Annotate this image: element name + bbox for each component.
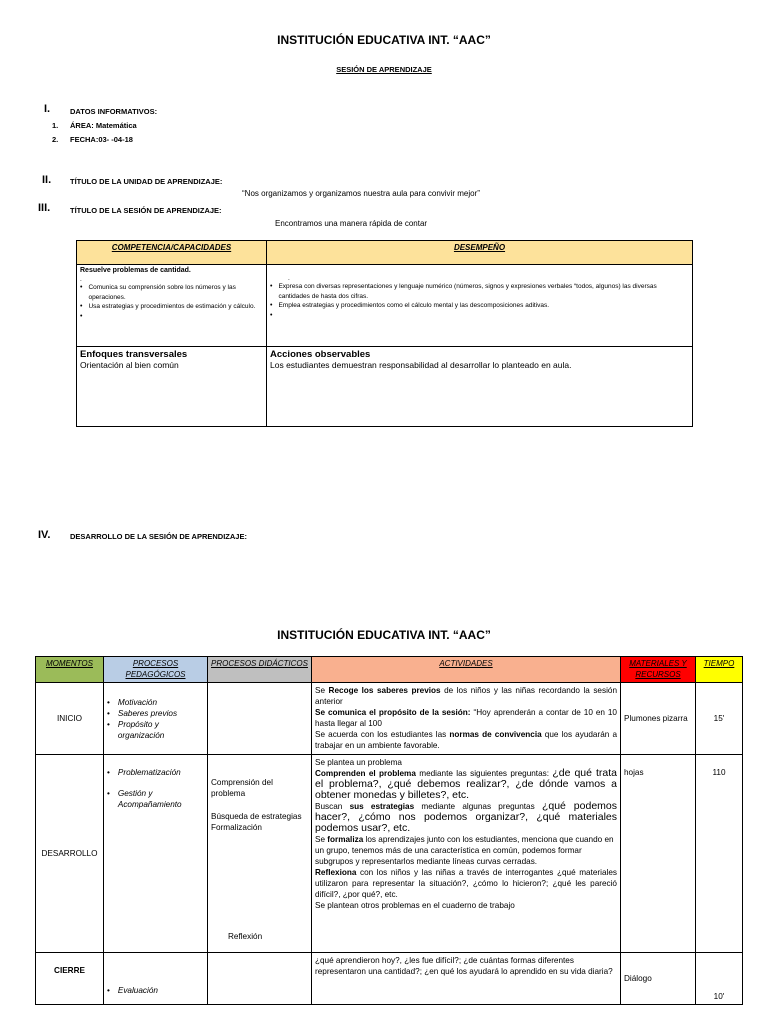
- performance-item: • Expresa con diversas representaciones y lenguaje numérico (números, signos y expresiones verbales “todos, algunos) las diversas cantidades de hasta dos cifras.: [270, 282, 689, 301]
- tiempo-desarrollo: 110: [696, 755, 743, 953]
- row-desarrollo: [36, 755, 743, 953]
- performance-cell: [267, 265, 693, 347]
- performance-item: [270, 311, 689, 321]
- moment-inicio: INICIO: [36, 683, 104, 755]
- didactico-busqueda: Búsqueda de estrategias Formalización: [211, 812, 302, 832]
- actividades-cierre: ¿qué aprendieron hoy?, ¿les fue difícil?; ¿de cuántas formas diferentes representaron una cantidad?; ¿en qué los ayudará lo aprendido en su vida diaria?: [312, 953, 621, 1005]
- section-3-title: TÍTULO DE LA SESIÓN DE APRENDIZAJE:: [70, 206, 222, 215]
- pedagogico-item: • Saberes previos: [107, 708, 204, 719]
- didactico-comprension: Comprensión del problema: [211, 778, 273, 798]
- capacity-item: • Usa estrategias y procedimientos de estimación y cálculo.: [80, 302, 263, 312]
- actions-cell: [267, 347, 693, 427]
- pedagogico-item: • Evaluación: [107, 985, 204, 996]
- session-name: Encontramos una manera rápida de contar: [275, 219, 428, 228]
- section-1-title: DATOS INFORMATIVOS:: [70, 107, 158, 116]
- header-actividades: ACTIVIDADES: [312, 657, 621, 683]
- competency-dot: .: [80, 276, 82, 283]
- performance-header: DESEMPEÑO: [267, 241, 693, 265]
- approach-value: Orientación al bien común: [80, 360, 179, 370]
- session-title: SESIÓN DE APRENDIZAJE: [336, 65, 432, 74]
- pedagogico-item: • Motivación: [107, 697, 204, 708]
- actions-title: Acciones observables: [270, 349, 371, 360]
- materiales-desarrollo: hojas: [621, 755, 696, 953]
- header-materiales: MATERIALES Y RECURSOS: [621, 657, 696, 683]
- tiempo-cierre: 10': [696, 953, 743, 1005]
- approach-cell: [77, 347, 267, 427]
- section-1-item-2-number: 2.: [52, 135, 59, 144]
- didactico-reflexion: Reflexión: [228, 932, 263, 941]
- section-1-item-2: FECHA:03- -04-18: [70, 135, 133, 144]
- section-4-numeral: IV.: [38, 529, 51, 541]
- actividades-desarrollo: Se plantea un problema Comprenden el problema mediante las siguientes preguntas: ¿de qué trata el problema?, ¿qué debemos realizar?, ¿de dónde vamos a obtener monedas y billetes?, etc. Buscan sus estrategias mediante algunas preguntas ¿qué podemos hacer?, ¿cómo nos podemos organizar?, ¿qué materiales podemos usar?, etc. Se formaliza los aprendizajes junto con los estudiantes, menciona que cuando en un grupo, tenemos más de una característica en común, podemos formar subgrupos y representarlos mediante líneas curvas cerradas. Reflexiona con los niños y las niñas a través de interrogantes ¿qué materiales utilizaron para representar la situación?, ¿cómo lo hicieron?; ¿qué les pareció difícil?, ¿por qué?, etc. Se plantean otros problemas en el cuaderno de trabajo: [312, 755, 621, 953]
- pedagogico-item: • Gestión y Acompañamiento: [107, 788, 204, 810]
- capacity-item: • Comunica su comprensión sobre los números y las operaciones.: [80, 283, 263, 302]
- tiempo-inicio: 15': [696, 683, 743, 755]
- materiales-cierre: Diálogo: [621, 953, 696, 1005]
- pedagogicos-cierre: [104, 953, 208, 1005]
- materiales-inicio: Plumones pizarra: [621, 683, 696, 755]
- competency-name: Resuelve problemas de cantidad.: [80, 267, 191, 274]
- section-1-item-1: ÁREA: Matemática: [70, 121, 137, 130]
- row-cierre: [36, 953, 743, 1005]
- section-1-numeral: I.: [44, 103, 51, 115]
- row-inicio: [36, 683, 743, 755]
- didacticos-desarrollo: [208, 755, 312, 953]
- pedagogico-item: • Propósito y organización: [107, 719, 204, 741]
- session-table: [35, 656, 743, 1005]
- pedagogicos-desarrollo: [104, 755, 208, 953]
- section-1-item-1-number: 1.: [52, 121, 59, 130]
- actions-value: Los estudiantes demuestran responsabilidad al desarrollar lo planteado en aula.: [270, 360, 572, 370]
- capacity-item: [80, 312, 263, 322]
- approach-title: Enfoques transversales: [80, 349, 188, 360]
- competency-cell: [77, 265, 267, 347]
- competency-table: [76, 240, 693, 427]
- section-2-numeral: II.: [42, 174, 52, 186]
- pedagogico-item: • Problematización: [107, 767, 204, 778]
- actividades-inicio: Se Recoge los saberes previos de los niños y las niñas recordando la sesión anterior Se comunica el propósito de la sesión: “Hoy aprenderán a contar de 10 en 10 hasta llegar al 100 Se acuerda con los estudiantes las normas de convivencia que los ayudarán a trabajar en un ambiente favorable.: [312, 683, 621, 755]
- header-tiempo: TIEMPO: [696, 657, 743, 683]
- pedagogicos-inicio: [104, 683, 208, 755]
- unit-title: “Nos organizamos y organizamos nuestra aula para convivir mejor”: [242, 189, 480, 198]
- moment-desarrollo: DESARROLLO: [36, 755, 104, 953]
- moment-cierre: CIERRE: [36, 953, 104, 1005]
- institution-title: INSTITUCIÓN EDUCATIVA INT. “AAC”: [277, 33, 491, 47]
- performance-dot: .: [288, 275, 290, 282]
- header-momentos: MOMENTOS: [36, 657, 104, 683]
- section-3-numeral: III.: [38, 202, 51, 214]
- didacticos-inicio: [208, 683, 312, 755]
- competency-header: COMPETENCIA/CAPACIDADES: [77, 241, 267, 265]
- performance-item: • Emplea estrategias y procedimientos como el cálculo mental y las descomposiciones aditivas.: [270, 301, 689, 311]
- institution-title-2: INSTITUCIÓN EDUCATIVA INT. “AAC”: [277, 628, 491, 642]
- header-pedagogicos: PROCESOS PEDAGÓGICOS: [104, 657, 208, 683]
- section-4-title: DESARROLLO DE LA SESIÓN DE APRENDIZAJE:: [70, 532, 247, 541]
- didacticos-cierre: [208, 953, 312, 1005]
- header-didacticos: PROCESOS DIDÁCTICOS: [208, 657, 312, 683]
- section-2-title: TÍTULO DE LA UNIDAD DE APRENDIZAJE:: [70, 177, 223, 186]
